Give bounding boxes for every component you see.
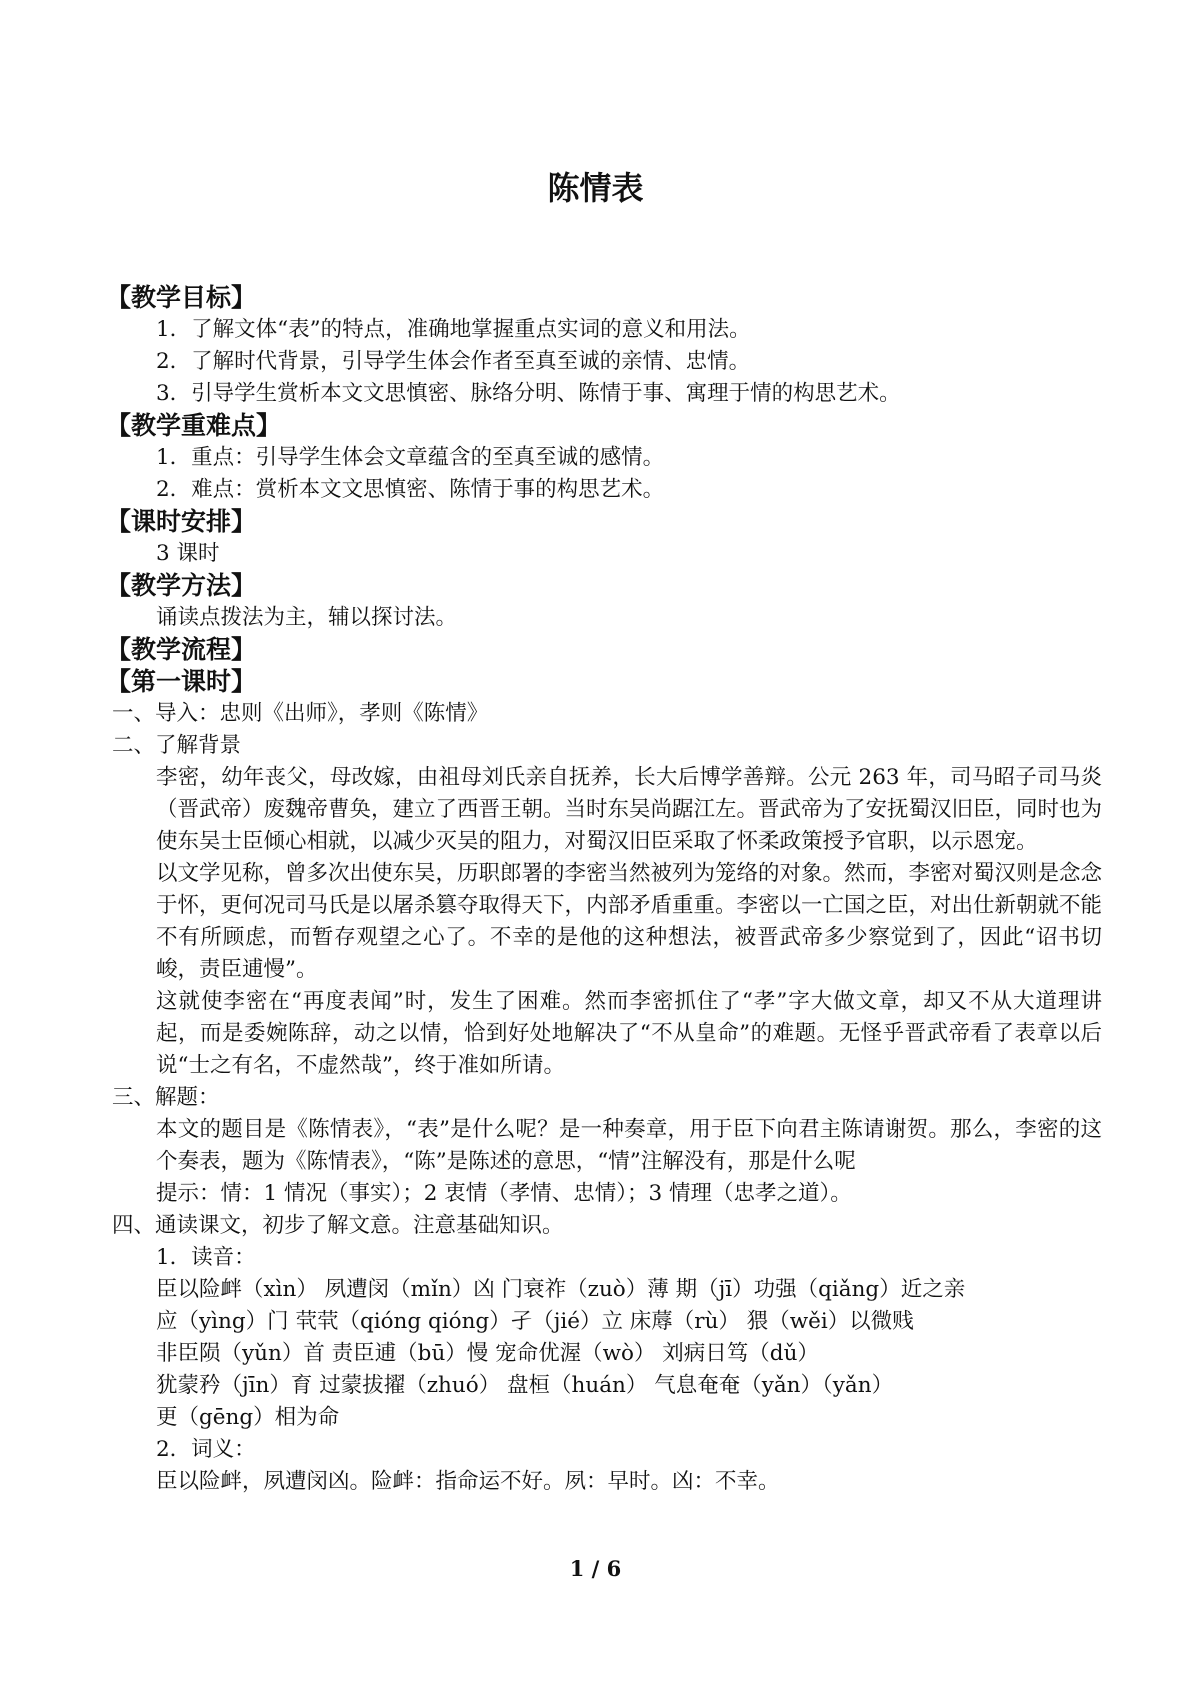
document-body — [106, 282, 1103, 1498]
document-title: 陈情表 — [547, 169, 644, 207]
key-point-item: 2．难点：赏析本文文思慎密、陈情于事的构思艺术。 — [156, 477, 665, 502]
title-hint: 提示：情：1 情况（事实）；2 衷情（孝情、忠情）；3 情理（忠孝之道）。 — [156, 1181, 852, 1206]
heading-key-points: 【教学重难点】 — [106, 411, 282, 440]
pronunciation-title: 1．读音： — [156, 1245, 256, 1270]
background-title: 二、了解背景 — [112, 733, 242, 758]
pronunciation-line: 非臣陨（yǔn）首 责臣逋（bū）慢 宠命优渥（wò） 刘病日笃（dǔ） — [156, 1341, 819, 1366]
heading-method: 【教学方法】 — [106, 571, 257, 600]
goal-item: 1．了解文体“表”的特点，准确地掌握重点实词的意义和用法。 — [156, 317, 751, 342]
pronunciation-line: 应（yìng）门 茕茕（qióng qióng）孑（jié）立 床蓐（rù） 猥（wěi）以微贱 — [156, 1309, 914, 1334]
heading-goals: 【教学目标】 — [106, 283, 257, 312]
pronunciation-line: 更（gēng）相为命 — [156, 1405, 340, 1430]
key-point-item: 1．重点：引导学生体会文章蕴含的至真至诚的感情。 — [156, 445, 665, 470]
goal-item: 2．了解时代背景，引导学生体会作者至真至诚的亲情、忠情。 — [156, 349, 751, 374]
reading-heading: 四、通读课文，初步了解文意。注意基础知识。 — [112, 1213, 564, 1238]
heading-schedule: 【课时安排】 — [106, 507, 257, 536]
title-explain-paragraph: 本文的题目是《陈情表》，“表”是什么呢？是一种奏章，用于臣下向君主陈请谢贺。那么，李密的这个奏表，题为《陈情表》，“陈”是陈述的意思，“情”注解没有，那是什么呢 — [156, 1117, 1102, 1174]
background-paragraph: 李密，幼年丧父，母改嫁，由祖母刘氏亲自抚养，长大后博学善辩。公元 263 年，司马昭子司马炎（晋武帝）废魏帝曹奂，建立了西晋王朝。当时东吴尚踞江左。晋武帝为了安抚蜀汉旧臣，同时也为使东吴士臣倾心相就，以减少灭吴的阻力，对蜀汉旧臣采取了怀柔政策授予官职，以示恩宠。 — [156, 765, 1103, 854]
page-number: 1 / 6 — [569, 1556, 622, 1581]
method-text: 诵读点拨法为主，辅以探讨法。 — [156, 605, 458, 630]
heading-lesson1: 【第一课时】 — [106, 667, 257, 696]
pronunciation-line: 臣以险衅（xìn） 夙遭闵（mǐn）凶 门衰祚（zuò）薄 期（jī）功强（qiǎng）近之亲 — [156, 1277, 966, 1302]
background-paragraph: 这就使李密在“再度表闻”时，发生了困难。然而李密抓住了“孝”字大做文章，却又不从大道理讲起，而是委婉陈辞，动之以情，恰到好处地解决了“不从皇命”的难题。无怪乎晋武帝看了表章以后说“士之有名，不虚然哉”，终于准如所请。 — [156, 989, 1102, 1078]
pronunciation-line: 犹蒙矜（jīn）育 过蒙拔擢（zhuó） 盘桓（huán） 气息奄奄（yǎn）（yǎn） — [156, 1373, 894, 1398]
vocabulary-line: 臣以险衅，夙遭闵凶。险衅：指命运不好。夙：早时。凶：不幸。 — [156, 1469, 780, 1494]
title-explain-heading: 三、解题： — [112, 1085, 220, 1110]
vocabulary-title: 2．词义： — [156, 1437, 256, 1462]
heading-process: 【教学流程】 — [106, 635, 257, 664]
background-paragraph: 以文学见称，曾多次出使东吴，历职郎署的李密当然被列为笼络的对象。然而，李密对蜀汉则是念念于怀，更何况司马氏是以屠杀篡夺取得天下，内部矛盾重重。李密以一亡国之臣，对出仕新朝就不能不有所顾虑，而暂存观望之心了。不幸的是他的这种想法，被晋武帝多少察觉到了，因此“诏书切峻，责臣逋慢”。 — [156, 861, 1103, 982]
schedule-text: 3 课时 — [156, 541, 220, 566]
intro-line: 一、导入：忠则《出师》，孝则《陈情》 — [112, 701, 489, 726]
goal-item: 3．引导学生赏析本文文思慎密、脉络分明、陈情于事、寓理于情的构思艺术。 — [156, 381, 901, 406]
